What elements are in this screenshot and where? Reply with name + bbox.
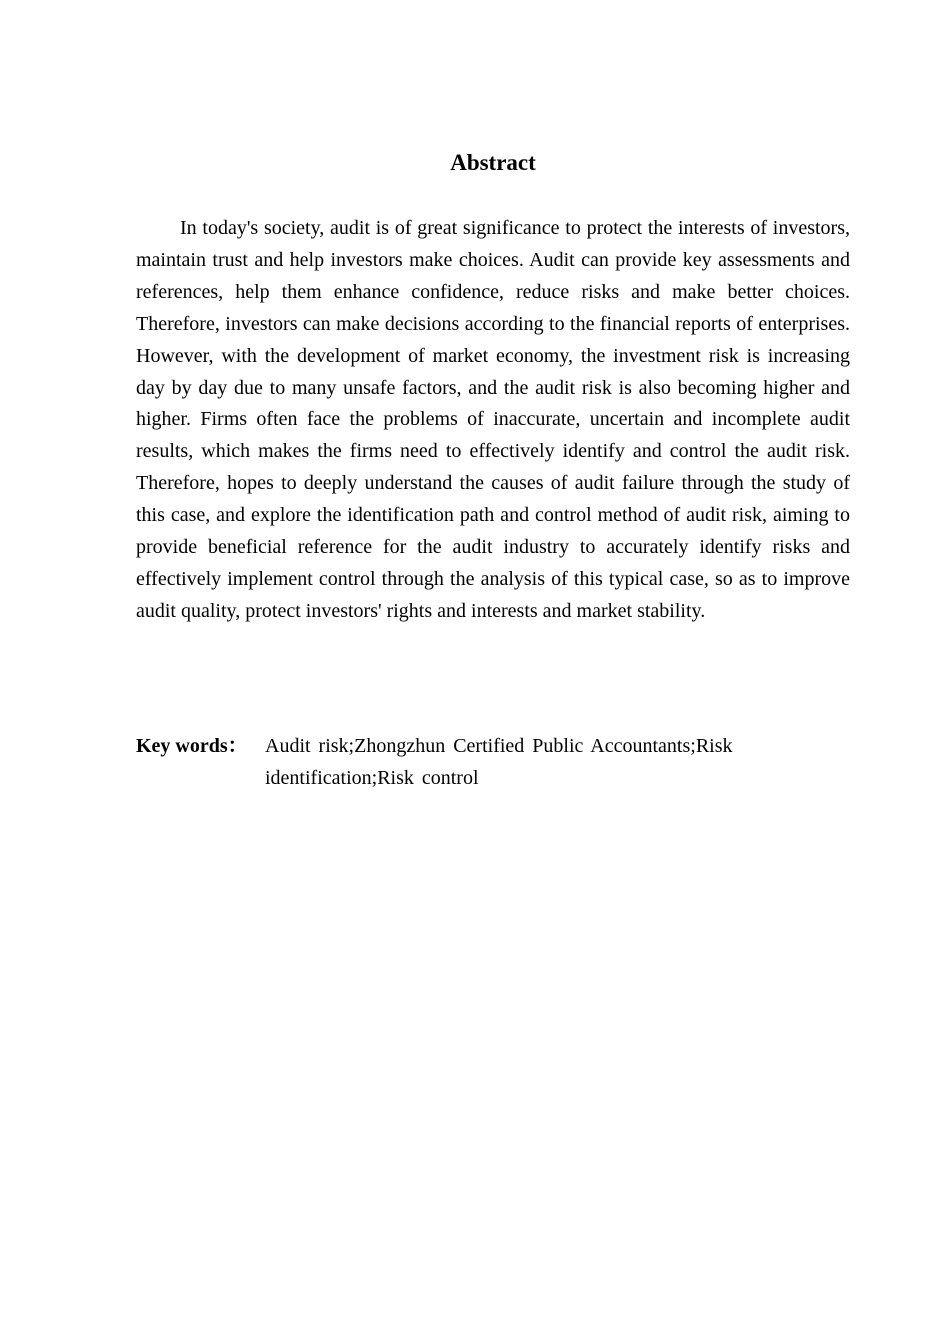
- abstract-body: In today's society, audit is of great significance to protect the interests of investors, maintain trust and help investors make choices. Audit can provide key assessments and references, help them enhance confidence, reduce risks and make better choices. Therefore, investors can make decisions according to the financial reports of enterprises. However, with the development of market economy, the investment risk is increasing day by day due to many unsafe factors, and the audit risk is also becoming higher and higher. Firms often face the problems of inaccurate, uncertain and incomplete audit results, which makes the firms need to effectively identify and control the audit risk. Therefore, hopes to deeply understand the causes of audit failure through the study of this case, and explore the identification path and control method of audit risk, aiming to provide beneficial reference for the audit industry to accurately identify risks and effectively implement control through the analysis of this typical case, so as to improve audit quality, protect investors' rights and interests and market stability.: [136, 217, 850, 622]
- abstract-title: Abstract: [450, 150, 536, 175]
- keywords-text: Audit risk;Zhongzhun Certified Public Accountants;Risk identification;Risk control: [265, 735, 733, 789]
- keywords-label: Key words：: [136, 735, 248, 757]
